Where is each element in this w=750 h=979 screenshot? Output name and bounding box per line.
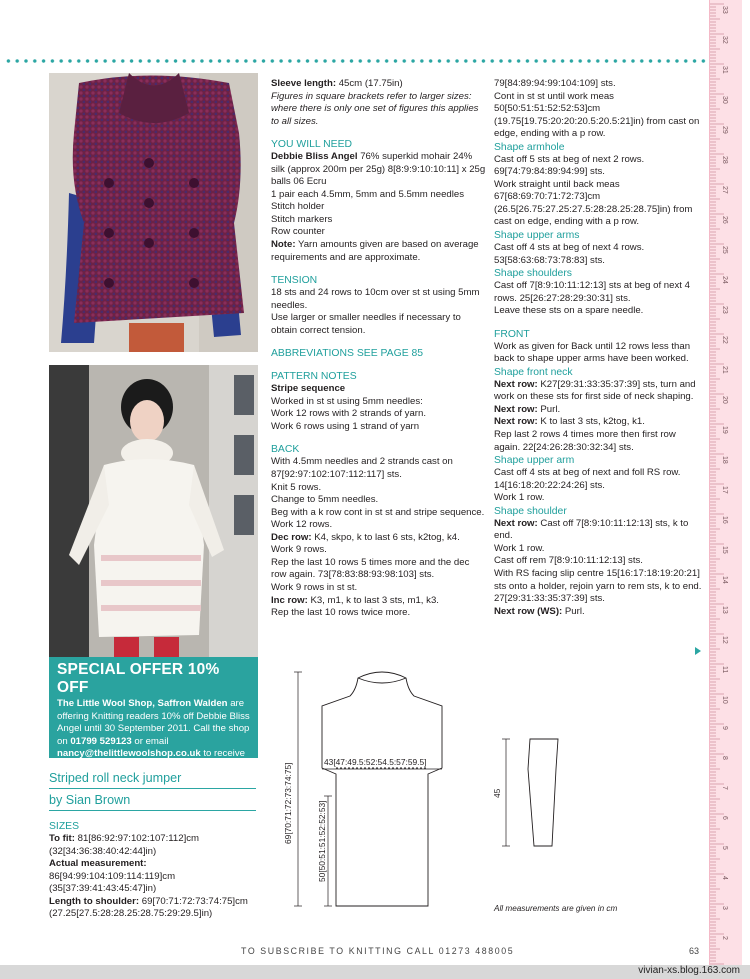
armhole-line-2: Work straight until back meas 67[68:69:70:71:72:73]cm (26.5[26.75:27.25:27.5:28:28.25:28.75]in) from cast on edge, ending with a p row. [494,178,693,228]
back-line-9: Rep the last 10 rows twice more. [271,607,411,619]
shape-upper-arms-heading: Shape upper arms [494,230,580,242]
figures-note-text: Figures in square brackets refer to larger sizes: where there is only one set of figures this applies to all sizes. [271,90,479,127]
dotted-rule [4,58,708,64]
to-fit-value: 81[86:92:97:102:107:112]cm (32[34:36:38:40:42:44]in) [49,833,200,857]
back-line-2: Knit 5 rows. [271,481,322,493]
offer-line1: are offering Knitting readers 10% off Debbie Bliss Angel until 30 September 2011. [57,698,250,735]
figures-note [271,91,486,129]
length-dimension-label: 69[70:71:72:73:74:75] [283,762,293,844]
ruler-label: 24 [721,276,728,284]
schematic-diagram [268,664,708,924]
stripe-line-2: Work 12 rows with 2 strands of yarn. [271,408,426,420]
shape-upper-arm-heading: Shape upper arm [494,455,575,467]
ruler-label: 11 [721,666,728,674]
offer-body [57,698,250,774]
ruler-label: 25 [721,246,728,254]
next-row-label: Next row: [494,517,538,529]
ruler-label: 22 [721,336,728,344]
ruler-label: 16 [721,516,728,524]
length-line [49,896,261,921]
back-line-6: Work 9 rows. [271,544,327,556]
special-offer-box [49,657,258,772]
subscribe-footer: TO SUBSCRIBE TO KNITTING CALL 01273 488005 [241,946,515,956]
pattern-designer: by Sian Brown [49,793,131,807]
ruler-label: 17 [721,486,728,494]
ruler-label: 29 [721,126,728,134]
actual-value: 86[94:99:104:109:114:119]cm (35[37:39:41:43:45:47]in) [49,870,176,895]
ruler-label: 30 [721,96,728,104]
ruler-label: 8 [721,756,728,760]
shoulder-line-3: Cast off rem 7[8:9:10:11:12:13] sts. [494,555,643,567]
stripe-line-3: Work 6 rows using 1 strand of yarn [271,420,420,432]
shape-front-neck-heading: Shape front neck [494,366,573,378]
b-line-2: Cont in st st until work meas 50[50:51:51:52:52:53]cm (19.75[19.75:20:20:20.5:20.5:21]in) from cast on edge, ending with a p row. [494,90,700,140]
ws-row-value: Purl. [562,605,585,617]
shape-shoulders-heading: Shape shoulders [494,268,572,280]
instructions-column-2 [494,78,704,618]
shoulder-line-2: Work 1 row. [494,542,545,554]
inc-row-line [271,595,486,608]
offer-title: SPECIAL OFFER 10% OFF [57,661,220,696]
watermark-bar [0,965,750,979]
inc-row-value: K3, m1, k to last 3 sts, m1, k3. [307,594,439,606]
abbreviations-heading[interactable]: ABBREVIATIONS SEE PAGE 85 [271,348,424,360]
markers-line: Stitch markers [271,213,333,225]
dec-row-line [271,532,486,545]
continue-arrow-icon[interactable] [695,647,701,655]
measurements-note: All measurements are given in cm [494,904,618,913]
ruler-label: 23 [721,306,728,314]
length-label: Length to shoulder: [49,895,140,907]
offer-line2: Call the shop on [57,723,250,747]
sleeve-dimension-label: 45 [492,788,502,798]
note-label: Note: [271,239,296,251]
to-fit-label: To fit: [49,833,75,844]
jumper-illustration [49,365,258,657]
armhole-line-1: Cast off 5 sts at beg of next 2 rows. 69[74:79:84:89:94:99] sts. [494,153,645,178]
offer-phone[interactable]: 01799 529123 [70,735,132,747]
length-value: 69[70:71:72:73:74:75]cm (27.25[27.5:28:28.25:28.75:29:29.5]in) [49,895,248,920]
neck-line-1-text: K27[29:31:33:35:37:39] sts, turn and work on these sts for first side of neck shaping. [494,378,696,403]
tension-line-2: Use larger or smaller needles if necessary to obtain correct tension. [271,312,461,336]
neck-line-1 [494,379,704,404]
ruler-label: 33 [721,6,728,14]
offer-email[interactable]: nancy@thelittlewoolshop.co.uk [57,748,201,760]
note-value: Yarn amounts given are based on average requirements and are approximate. [271,239,479,263]
body-dimension-label: 50[50:51:51:52:52:53] [317,800,327,882]
neck-line-2 [494,404,704,417]
yarn-line [271,151,486,189]
front-line-1: Work as given for Back until 12 rows less than back to shape upper arms have been worked. [494,340,691,365]
ruler-label: 20 [721,396,728,404]
back-line-1: With 4.5mm needles and 2 strands cast on 87[92:97:102:107:112:117] sts. [271,456,453,481]
ruler-label: 21 [721,366,728,374]
neck-line-3-text: K to last 3 sts, k2tog, k1. [537,416,645,428]
ruler-label: 9 [721,726,728,730]
actual-measurement-label: Actual measurement: [49,858,147,870]
offer-line4: to receive your discount. [57,748,245,772]
cardigan-photo [49,73,258,352]
ruler-label: 19 [721,426,728,434]
holder-line: Stitch holder [271,201,325,213]
neck-line-4: Rep last 2 rows 4 times more then first row again. 22[24:26:28:30:32:34] sts. [494,429,676,453]
ruler-label: 32 [721,36,728,44]
counter-line: Row counter [271,226,325,238]
sleeve-label: Sleeve length: [271,78,337,89]
sleeve-line [271,78,486,91]
sizes-heading: SIZES [49,821,80,832]
yarn-label: Debbie Bliss Angel [271,151,358,163]
to-fit-line [49,833,261,858]
width-dimension-label: 43[47:49.5:52:54.5:57:59.5] [324,757,427,767]
pattern-title: Striped roll neck jumper [49,771,182,785]
upper-arm-line-2: Work 1 row. [494,492,545,504]
ruler-label: 31 [721,66,728,74]
next-row-label: Next row: [494,403,538,415]
stripe-label [271,383,486,396]
dec-row-label: Dec row: [271,531,312,543]
ruler-label: 27 [721,186,728,194]
back-line-3: Change to 5mm needles. [271,494,379,506]
ruler-label: 15 [721,546,728,554]
shoulder-line-1-text: Cast off 7[8:9:10:11:12:13] sts, k to end. [494,517,689,542]
ruler-label: 6 [721,816,728,820]
sleeve-value: 45cm (17.75in) [336,78,403,89]
ruler-label: 13 [721,606,728,614]
pattern-notes-heading: PATTERN NOTES [271,371,357,383]
needles-line: 1 pair each 4.5mm, 5mm and 5.5mm needles [271,188,465,200]
stripe-sequence-label: Stripe sequence [271,383,346,395]
yarn-value: 76% superkid mohair 24% silk (approx 200m per 25g) 8[8:9:9:10:10:11] x 25g balls 06 Ecru [271,151,486,188]
back-line-8: Work 9 rows in st st. [271,581,358,593]
ruler-label: 12 [721,636,728,644]
stripe-line-1: Worked in st st using 5mm needles: [271,395,423,407]
front-heading: FRONT [494,328,530,340]
b-line-1: 79[84:89:94:99:104:109] sts. [494,78,616,89]
shoulder-line-1 [494,518,704,543]
back-line-4: Beg with a k row cont in st st and stripe sequence. [271,506,485,518]
back-line-7: Rep the last 10 rows 5 times more and the dec row again. 73[78:83:88:93:98:103] sts. [271,556,470,581]
next-row-label: Next row: [494,416,538,428]
note-line [271,239,486,264]
shoulders-line-2: Leave these sts on a spare needle. [494,305,644,317]
ws-row-label: Next row (WS): [494,605,563,617]
actual-label [49,858,261,871]
neck-line-2-text: Purl. [537,403,561,415]
ruler-label: 18 [721,456,728,464]
instructions-column-1 [271,78,486,620]
sleeve-outline [528,739,558,846]
ruler-label: 2 [721,936,728,940]
ruler-label: 5 [721,846,728,850]
ws-row-line [494,606,704,619]
upper-arm-line-1: Cast off 4 sts at beg of next and foll RS row. 14[16:18:20:22:24:26] sts. [494,467,681,491]
jumper-outline [322,672,442,906]
upper-arms-line-1: Cast off 4 sts at beg of next 4 rows. 53[58:63:68:73:78:83] sts. [494,242,645,266]
title-rule [49,788,256,789]
neck-curve [358,678,406,683]
you-will-need-heading: YOU WILL NEED [271,139,353,151]
ruler-label: 10 [721,696,728,704]
inc-row-label: Inc row: [271,594,308,606]
offer-shop-name: The Little Wool Shop, Saffron Walden [57,698,228,709]
ruler-label: 3 [721,906,728,910]
shoulder-line-4: With RS facing slip centre 15[16:17:18:19:20:21] sts onto a holder, rejoin yarn to rem sts, k to end. 27[29:31:33:35:37:39] sts. [494,567,702,605]
shape-armhole-heading: Shape armhole [494,141,565,153]
offer-line3: or email [131,735,169,747]
ruler-ticks [710,0,742,965]
page-number: 63 [689,946,700,956]
pattern-info-column [49,770,261,921]
jumper-photo [49,365,258,657]
tension-heading: TENSION [271,275,318,287]
next-row-label: Next row: [494,378,538,390]
back-heading: BACK [271,444,300,456]
shape-shoulder-heading: Shape shoulder [494,505,567,517]
neck-line-3 [494,416,704,429]
ruler-label: 4 [721,876,728,880]
dec-row-value: K4, skpo, k to last 6 sts, k2tog, k4. [311,531,460,543]
tension-line-1: 18 sts and 24 rows to 10cm over st st using 5mm needles. [271,287,480,311]
cardigan-illustration [49,73,258,352]
watermark-text: vivian-xs.blog.163.com [638,965,740,976]
ruler-label: 14 [721,576,728,584]
shoulders-line-1: Cast off 7[8:9:10:11:12:13] sts at beg of next 4 rows. 25[26:27:28:29:30:31] sts. [494,280,690,304]
title-rule [49,810,256,811]
ruler-strip [709,0,742,965]
ruler-label: 7 [721,786,728,790]
ruler-label: 26 [721,216,728,224]
back-line-5: Work 12 rows. [271,519,333,531]
ruler-label: 28 [721,156,728,164]
